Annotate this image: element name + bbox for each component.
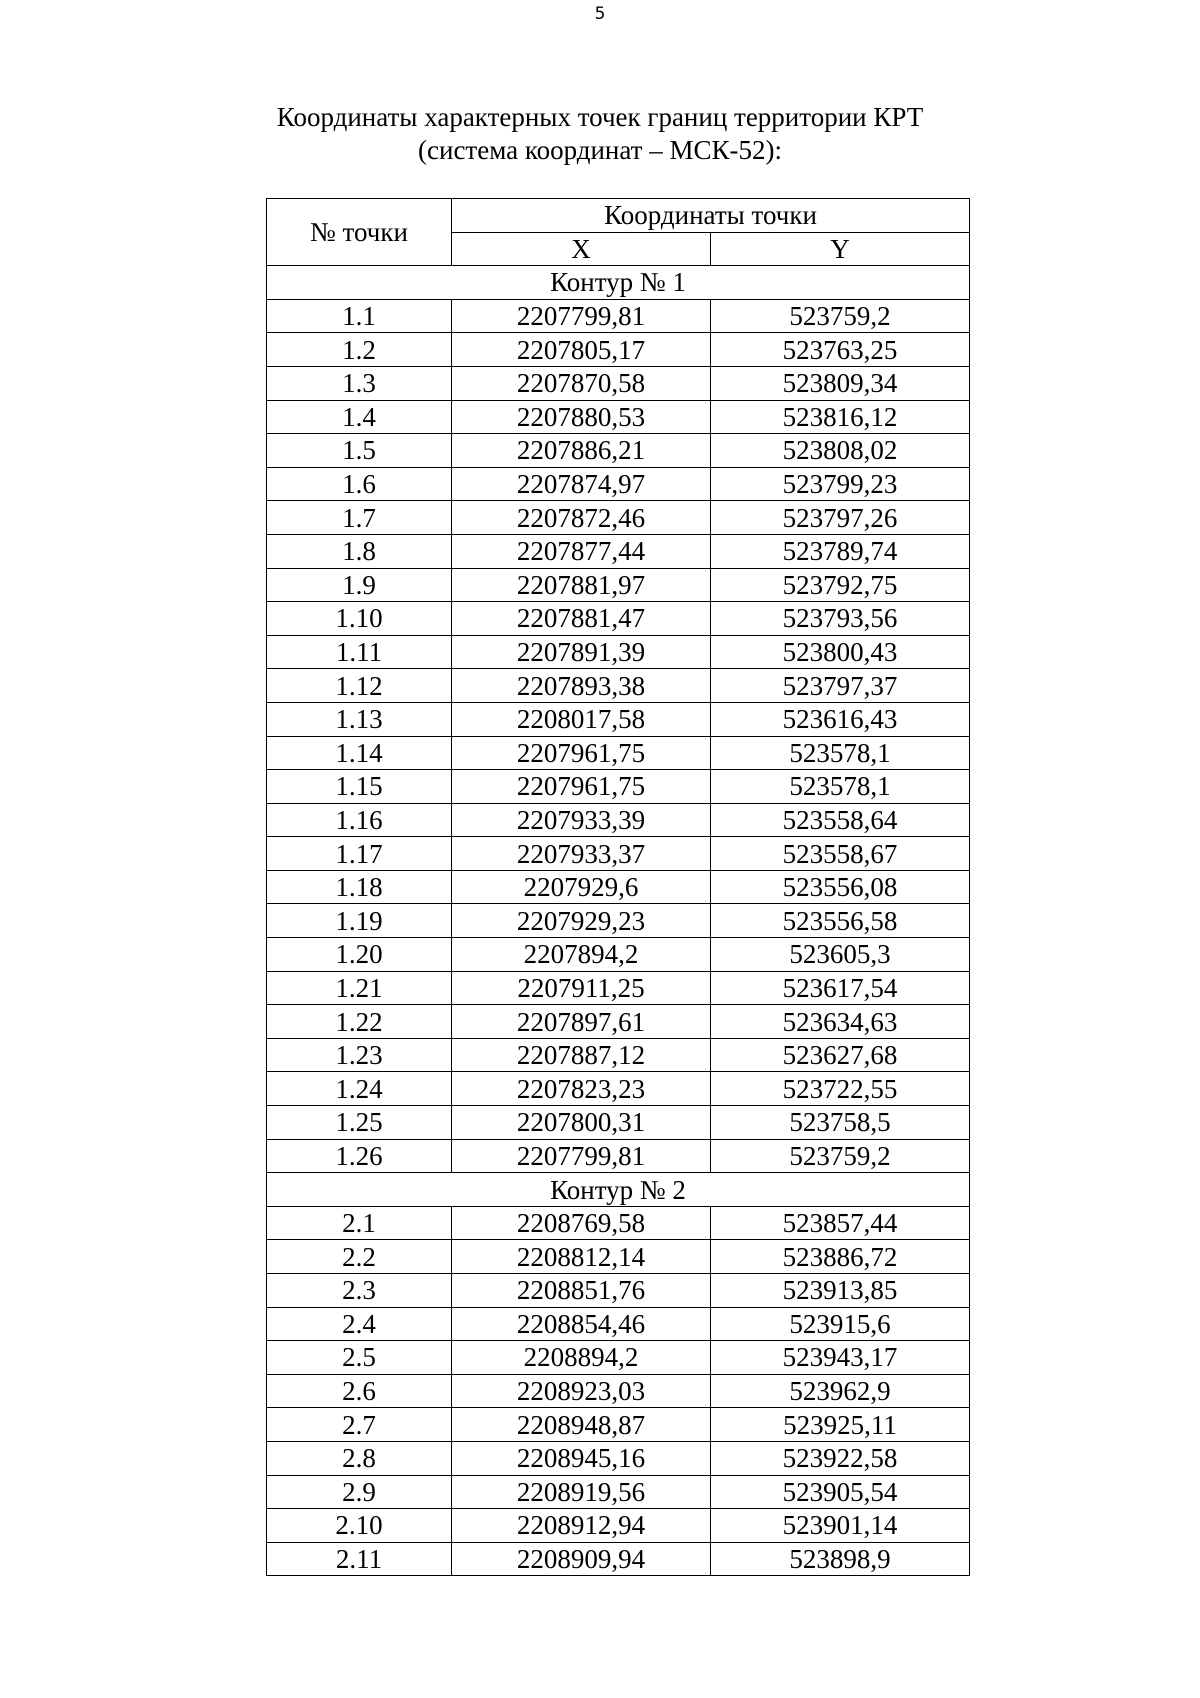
y-coordinate-cell: 523759,2 bbox=[711, 1139, 970, 1173]
x-coordinate-cell: 2208912,94 bbox=[452, 1509, 711, 1543]
table-row bbox=[267, 702, 970, 736]
y-coordinate-cell: 523925,11 bbox=[711, 1408, 970, 1442]
point-number-cell: 2.11 bbox=[267, 1542, 452, 1576]
y-coordinate-cell: 523556,08 bbox=[711, 870, 970, 904]
y-coordinate-cell: 523797,26 bbox=[711, 501, 970, 535]
point-number-cell: 2.2 bbox=[267, 1240, 452, 1274]
x-coordinate-cell: 2207893,38 bbox=[452, 669, 711, 703]
x-coordinate-cell: 2207911,25 bbox=[452, 971, 711, 1005]
x-coordinate-cell: 2207894,2 bbox=[452, 938, 711, 972]
x-coordinate-cell: 2207897,61 bbox=[452, 1005, 711, 1039]
point-number-cell: 1.8 bbox=[267, 534, 452, 568]
x-coordinate-cell: 2208945,16 bbox=[452, 1441, 711, 1475]
table-row bbox=[267, 1408, 970, 1442]
point-number-cell: 2.9 bbox=[267, 1475, 452, 1509]
x-coordinate-cell: 2207887,12 bbox=[452, 1038, 711, 1072]
table-row bbox=[267, 803, 970, 837]
point-number-cell: 1.10 bbox=[267, 602, 452, 636]
point-number-cell: 1.13 bbox=[267, 702, 452, 736]
table-row bbox=[267, 971, 970, 1005]
x-coordinate-cell: 2207799,81 bbox=[452, 299, 711, 333]
document-title bbox=[0, 101, 1200, 167]
table-row bbox=[267, 770, 970, 804]
x-coordinate-cell: 2207870,58 bbox=[452, 366, 711, 400]
contour-label: Контур № 2 bbox=[267, 1173, 970, 1207]
table-row bbox=[267, 568, 970, 602]
x-coordinate-cell: 2207805,17 bbox=[452, 333, 711, 367]
table-row bbox=[267, 333, 970, 367]
point-number-cell: 2.7 bbox=[267, 1408, 452, 1442]
point-number-cell: 1.21 bbox=[267, 971, 452, 1005]
x-coordinate-cell: 2208923,03 bbox=[452, 1374, 711, 1408]
point-number-cell: 1.7 bbox=[267, 501, 452, 535]
y-coordinate-cell: 523558,64 bbox=[711, 803, 970, 837]
x-coordinate-cell: 2207881,47 bbox=[452, 602, 711, 636]
table-row bbox=[267, 1005, 970, 1039]
point-number-cell: 1.24 bbox=[267, 1072, 452, 1106]
y-coordinate-cell: 523943,17 bbox=[711, 1341, 970, 1375]
point-number-cell: 1.19 bbox=[267, 904, 452, 938]
x-coordinate-cell: 2207933,37 bbox=[452, 837, 711, 871]
x-coordinate-cell: 2208812,14 bbox=[452, 1240, 711, 1274]
table-row bbox=[267, 534, 970, 568]
page-number: 5 bbox=[594, 4, 606, 24]
header-x: X bbox=[452, 232, 711, 266]
x-coordinate-cell: 2208851,76 bbox=[452, 1274, 711, 1308]
x-coordinate-cell: 2207961,75 bbox=[452, 736, 711, 770]
y-coordinate-cell: 523905,54 bbox=[711, 1475, 970, 1509]
contour-header-row bbox=[267, 1173, 970, 1207]
point-number-cell: 1.23 bbox=[267, 1038, 452, 1072]
x-coordinate-cell: 2207929,23 bbox=[452, 904, 711, 938]
table-row bbox=[267, 1542, 970, 1576]
table-row bbox=[267, 635, 970, 669]
x-coordinate-cell: 2208919,56 bbox=[452, 1475, 711, 1509]
y-coordinate-cell: 523808,02 bbox=[711, 434, 970, 468]
x-coordinate-cell: 2207823,23 bbox=[452, 1072, 711, 1106]
point-number-cell: 1.15 bbox=[267, 770, 452, 804]
table-row bbox=[267, 1307, 970, 1341]
point-number-cell: 1.12 bbox=[267, 669, 452, 703]
point-number-cell: 2.1 bbox=[267, 1206, 452, 1240]
y-coordinate-cell: 523558,67 bbox=[711, 837, 970, 871]
table-row bbox=[267, 467, 970, 501]
point-number-cell: 2.6 bbox=[267, 1374, 452, 1408]
table-row bbox=[267, 904, 970, 938]
x-coordinate-cell: 2207799,81 bbox=[452, 1139, 711, 1173]
point-number-cell: 1.5 bbox=[267, 434, 452, 468]
point-number-cell: 2.3 bbox=[267, 1274, 452, 1308]
point-number-cell: 1.9 bbox=[267, 568, 452, 602]
x-coordinate-cell: 2208017,58 bbox=[452, 702, 711, 736]
table-row bbox=[267, 1475, 970, 1509]
y-coordinate-cell: 523759,2 bbox=[711, 299, 970, 333]
y-coordinate-cell: 523922,58 bbox=[711, 1441, 970, 1475]
title-line-2: (система координат – МСК-52): bbox=[418, 135, 782, 165]
point-number-cell: 2.10 bbox=[267, 1509, 452, 1543]
y-coordinate-cell: 523799,23 bbox=[711, 467, 970, 501]
x-coordinate-cell: 2207881,97 bbox=[452, 568, 711, 602]
table-row bbox=[267, 299, 970, 333]
table-row bbox=[267, 1072, 970, 1106]
y-coordinate-cell: 523800,43 bbox=[711, 635, 970, 669]
table-row bbox=[267, 1274, 970, 1308]
table-row bbox=[267, 602, 970, 636]
table-row bbox=[267, 400, 970, 434]
point-number-cell: 1.25 bbox=[267, 1106, 452, 1140]
x-coordinate-cell: 2208894,2 bbox=[452, 1341, 711, 1375]
x-coordinate-cell: 2207874,97 bbox=[452, 467, 711, 501]
table-row bbox=[267, 870, 970, 904]
point-number-cell: 1.4 bbox=[267, 400, 452, 434]
y-coordinate-cell: 523605,3 bbox=[711, 938, 970, 972]
header-point-number: № точки bbox=[267, 199, 452, 266]
y-coordinate-cell: 523556,58 bbox=[711, 904, 970, 938]
point-number-cell: 1.20 bbox=[267, 938, 452, 972]
y-coordinate-cell: 523886,72 bbox=[711, 1240, 970, 1274]
x-coordinate-cell: 2207886,21 bbox=[452, 434, 711, 468]
x-coordinate-cell: 2207877,44 bbox=[452, 534, 711, 568]
x-coordinate-cell: 2208909,94 bbox=[452, 1542, 711, 1576]
x-coordinate-cell: 2207891,39 bbox=[452, 635, 711, 669]
y-coordinate-cell: 523816,12 bbox=[711, 400, 970, 434]
point-number-cell: 1.6 bbox=[267, 467, 452, 501]
table-row bbox=[267, 434, 970, 468]
point-number-cell: 2.4 bbox=[267, 1307, 452, 1341]
point-number-cell: 1.14 bbox=[267, 736, 452, 770]
table-row bbox=[267, 501, 970, 535]
y-coordinate-cell: 523617,54 bbox=[711, 971, 970, 1005]
y-coordinate-cell: 523578,1 bbox=[711, 736, 970, 770]
y-coordinate-cell: 523913,85 bbox=[711, 1274, 970, 1308]
y-coordinate-cell: 523901,14 bbox=[711, 1509, 970, 1543]
point-number-cell: 1.3 bbox=[267, 366, 452, 400]
x-coordinate-cell: 2207933,39 bbox=[452, 803, 711, 837]
point-number-cell: 1.2 bbox=[267, 333, 452, 367]
title-line-1: Координаты характерных точек границ территории КРТ bbox=[276, 102, 924, 132]
y-coordinate-cell: 523758,5 bbox=[711, 1106, 970, 1140]
table-row bbox=[267, 1509, 970, 1543]
point-number-cell: 2.8 bbox=[267, 1441, 452, 1475]
x-coordinate-cell: 2207800,31 bbox=[452, 1106, 711, 1140]
point-number-cell: 1.1 bbox=[267, 299, 452, 333]
coordinates-table bbox=[266, 198, 970, 1576]
y-coordinate-cell: 523962,9 bbox=[711, 1374, 970, 1408]
table-row bbox=[267, 736, 970, 770]
header-coordinates: Координаты точки bbox=[452, 199, 970, 233]
table-row bbox=[267, 1038, 970, 1072]
table-body bbox=[267, 266, 970, 1576]
x-coordinate-cell: 2207872,46 bbox=[452, 501, 711, 535]
y-coordinate-cell: 523578,1 bbox=[711, 770, 970, 804]
y-coordinate-cell: 523793,56 bbox=[711, 602, 970, 636]
contour-label: Контур № 1 bbox=[267, 266, 970, 300]
table-row bbox=[267, 1206, 970, 1240]
table-row bbox=[267, 1240, 970, 1274]
table-row bbox=[267, 669, 970, 703]
table-row bbox=[267, 1139, 970, 1173]
y-coordinate-cell: 523627,68 bbox=[711, 1038, 970, 1072]
y-coordinate-cell: 523809,34 bbox=[711, 366, 970, 400]
x-coordinate-cell: 2208769,58 bbox=[452, 1206, 711, 1240]
table-row bbox=[267, 1341, 970, 1375]
y-coordinate-cell: 523915,6 bbox=[711, 1307, 970, 1341]
y-coordinate-cell: 523634,63 bbox=[711, 1005, 970, 1039]
table-row bbox=[267, 1441, 970, 1475]
point-number-cell: 1.22 bbox=[267, 1005, 452, 1039]
table-row bbox=[267, 366, 970, 400]
y-coordinate-cell: 523797,37 bbox=[711, 669, 970, 703]
point-number-cell: 1.26 bbox=[267, 1139, 452, 1173]
x-coordinate-cell: 2208948,87 bbox=[452, 1408, 711, 1442]
x-coordinate-cell: 2207929,6 bbox=[452, 870, 711, 904]
table-row bbox=[267, 837, 970, 871]
point-number-cell: 1.18 bbox=[267, 870, 452, 904]
point-number-cell: 1.11 bbox=[267, 635, 452, 669]
header-y: Y bbox=[711, 232, 970, 266]
x-coordinate-cell: 2208854,46 bbox=[452, 1307, 711, 1341]
x-coordinate-cell: 2207880,53 bbox=[452, 400, 711, 434]
y-coordinate-cell: 523792,75 bbox=[711, 568, 970, 602]
y-coordinate-cell: 523722,55 bbox=[711, 1072, 970, 1106]
table-header bbox=[267, 199, 970, 266]
contour-header-row bbox=[267, 266, 970, 300]
y-coordinate-cell: 523857,44 bbox=[711, 1206, 970, 1240]
point-number-cell: 1.17 bbox=[267, 837, 452, 871]
table-row bbox=[267, 938, 970, 972]
point-number-cell: 2.5 bbox=[267, 1341, 452, 1375]
point-number-cell: 1.16 bbox=[267, 803, 452, 837]
table-row bbox=[267, 1374, 970, 1408]
y-coordinate-cell: 523763,25 bbox=[711, 333, 970, 367]
y-coordinate-cell: 523898,9 bbox=[711, 1542, 970, 1576]
x-coordinate-cell: 2207961,75 bbox=[452, 770, 711, 804]
y-coordinate-cell: 523789,74 bbox=[711, 534, 970, 568]
y-coordinate-cell: 523616,43 bbox=[711, 702, 970, 736]
table-row bbox=[267, 1106, 970, 1140]
